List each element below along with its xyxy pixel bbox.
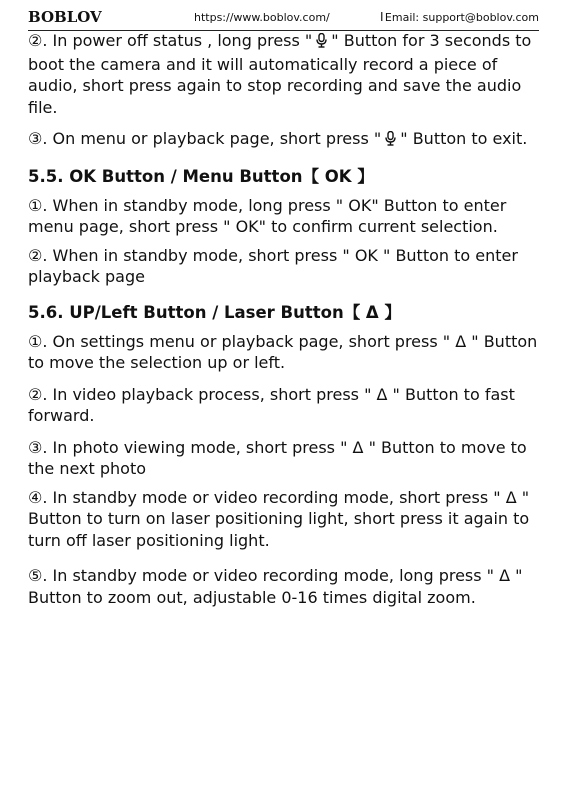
up-paragraph-2: ②. In video playback process, short press " Δ " Button to fast forward. <box>28 384 515 425</box>
up-paragraph-4: ④. In standby mode or video recording mode, short press " Δ " Button to turn on laser positioning light, short press it again to turn off laser positioning light. <box>28 487 530 550</box>
mic-paragraph-3-end: " Button to exit. <box>400 129 528 148</box>
mic-paragraph-3 <box>28 128 543 152</box>
microphone-icon <box>316 32 327 54</box>
mic-paragraph-3-start: ③. On menu or playback page, short press " <box>28 129 382 148</box>
ok-paragraph-2: ②. When in standby mode, short press " OK " Button to enter playback page <box>28 245 518 286</box>
mic-paragraph-2-start: ②. In power off status , long press " <box>28 31 313 50</box>
up-paragraph-5: ⑤. In standby mode or video recording mode, long press " Δ " Button to zoom out, adjustable 0-16 times digital zoom. <box>28 566 523 607</box>
support-email[interactable]: Email: support@boblov.com <box>384 11 539 24</box>
brand-logo: BOBLOV <box>28 8 102 26</box>
up-button-heading: 5.6. UP/Left Button / Laser Button【 Δ 】 <box>28 302 401 322</box>
manual-content <box>28 30 543 608</box>
ok-paragraph-1: ①. When in standby mode, long press " OK" Button to enter menu page, short press " OK" to confirm current selection. <box>28 195 507 236</box>
up-paragraph-3: ③. In photo viewing mode, short press " Δ " Button to move to the next photo <box>28 437 527 478</box>
mic-paragraph-2 <box>28 30 543 118</box>
website-url[interactable]: https://www.boblov.com/ <box>194 11 330 24</box>
page-header <box>28 8 539 31</box>
ok-button-heading: 5.5. OK Button / Menu Button【 OK 】 <box>28 166 374 186</box>
up-paragraph-1: ①. On settings menu or playback page, short press " Δ " Button to move the selection up or left. <box>28 331 538 372</box>
microphone-icon <box>385 130 396 152</box>
header-separator: I <box>380 10 384 24</box>
mic-paragraph-2-end: " Button for 3 seconds to boot the camera and it will automatically record a piece of audio, short press again to stop recording and save the audio file. <box>28 31 532 117</box>
